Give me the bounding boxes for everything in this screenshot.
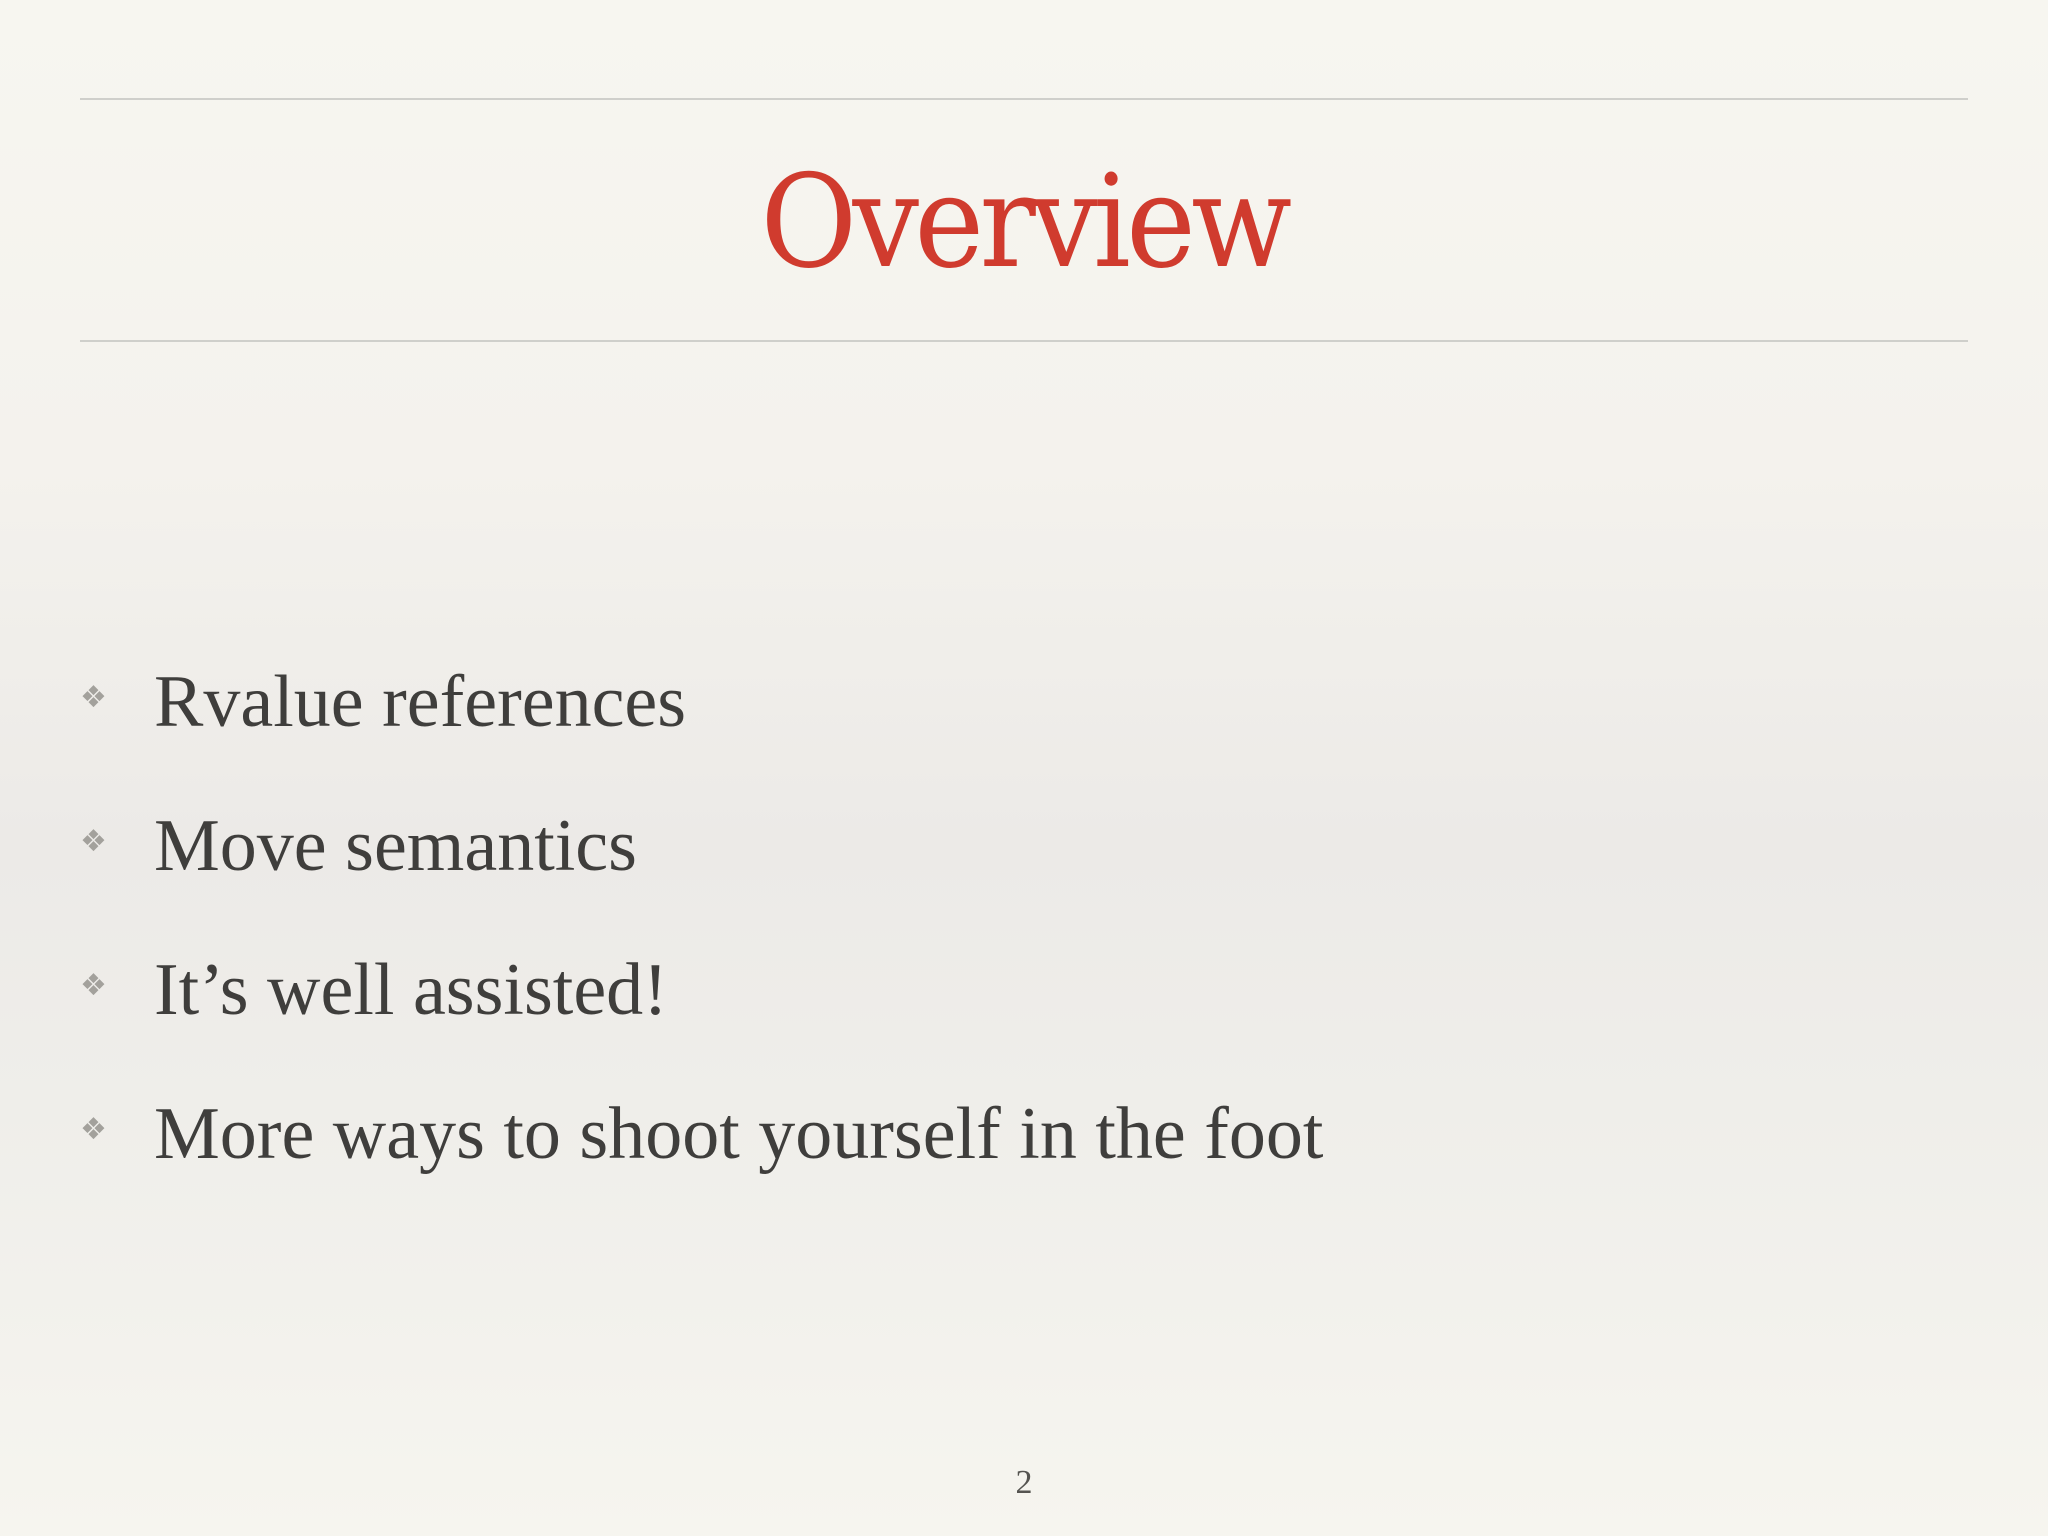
title-bottom-rule bbox=[80, 340, 1968, 342]
bullet-text: Move semantics bbox=[154, 805, 637, 887]
bullet-item bbox=[80, 918, 1323, 1062]
bullet-text: More ways to shoot yourself in the foot bbox=[154, 1093, 1324, 1175]
diamond-cluster-icon: ❖ bbox=[80, 680, 107, 715]
bullet-item bbox=[80, 1062, 1323, 1206]
diamond-cluster-icon: ❖ bbox=[80, 968, 107, 1003]
bullet-text: It’s well assisted! bbox=[154, 949, 668, 1031]
page-number: 2 bbox=[1015, 1464, 1033, 1501]
bullet-item bbox=[80, 630, 1323, 774]
bullet-item bbox=[80, 774, 1323, 918]
bullet-text: Rvalue references bbox=[154, 661, 687, 743]
title-top-rule bbox=[80, 98, 1968, 100]
diamond-cluster-icon: ❖ bbox=[80, 1112, 107, 1147]
bullet-list bbox=[80, 630, 1323, 1206]
diamond-cluster-icon: ❖ bbox=[80, 824, 107, 859]
slide-title: Overview bbox=[760, 148, 1288, 297]
